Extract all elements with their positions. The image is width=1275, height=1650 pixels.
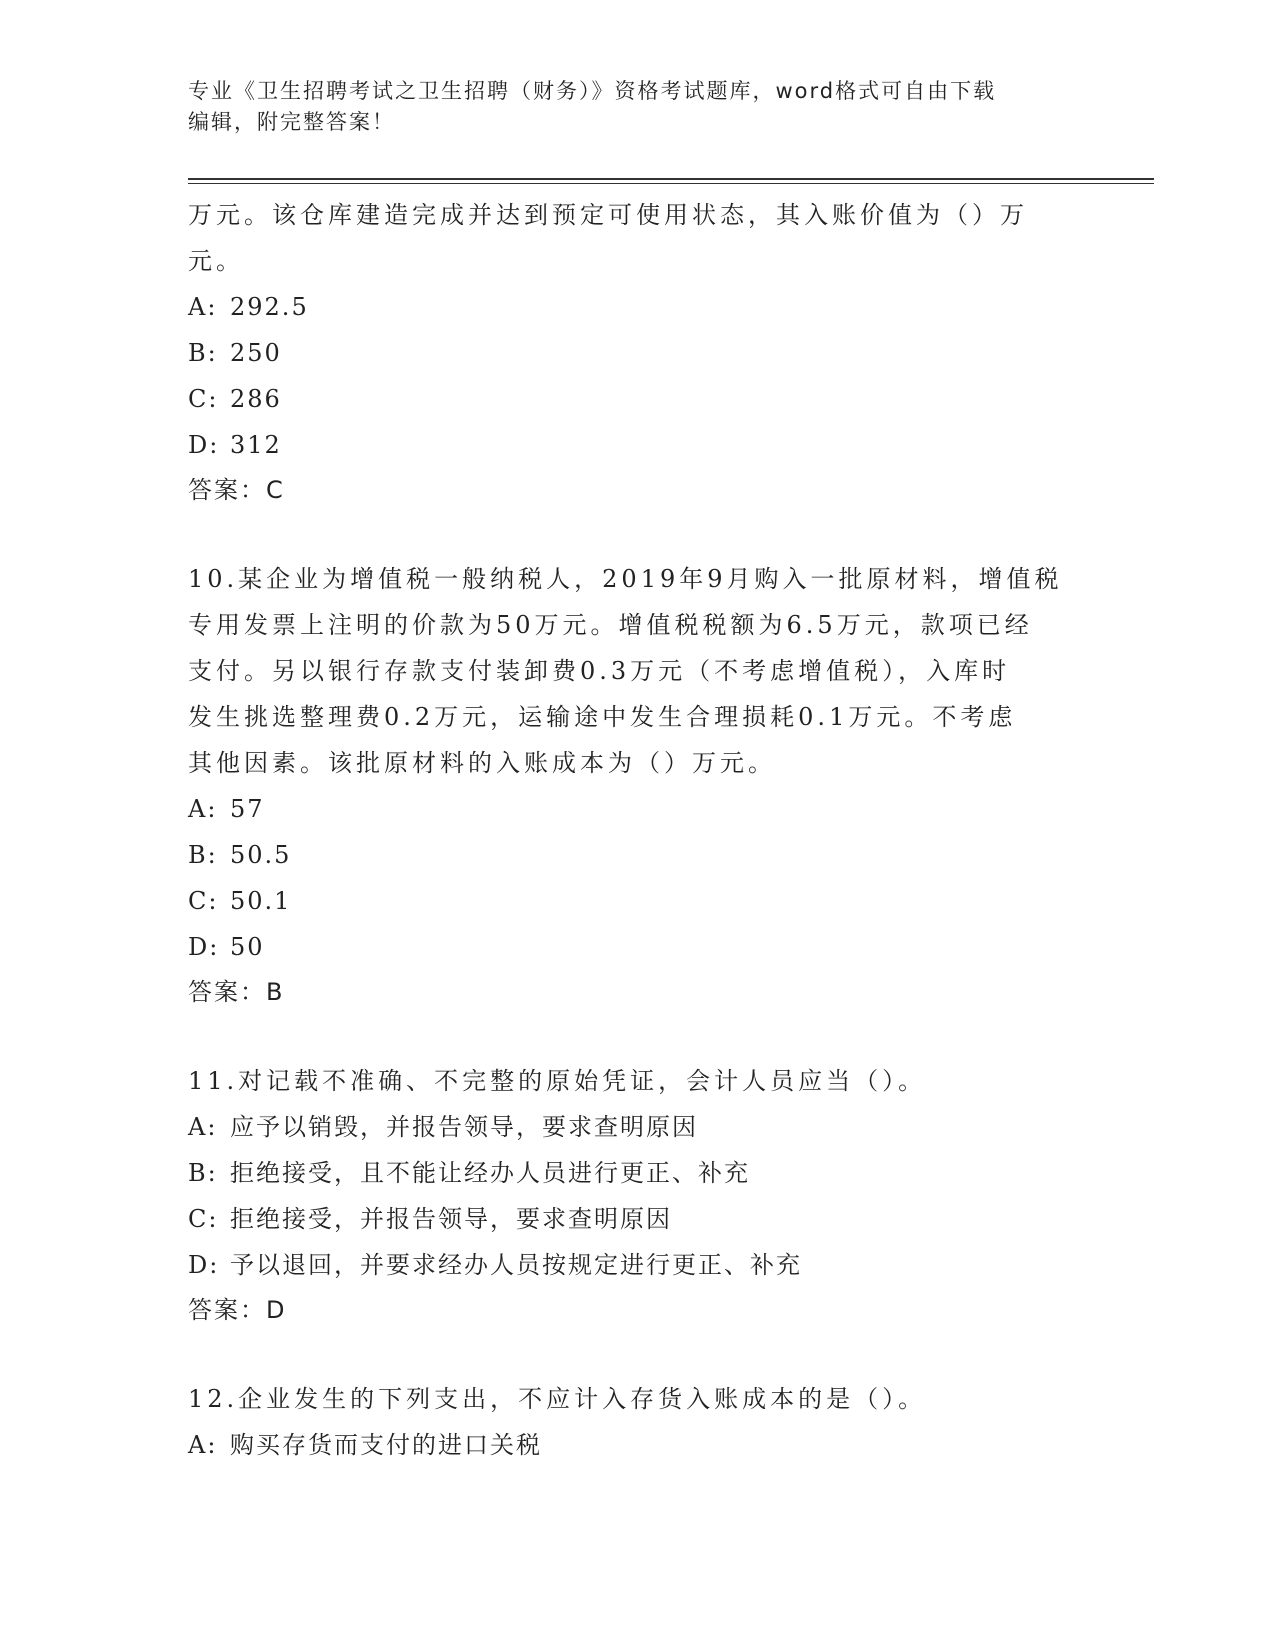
option-value: 拒绝接受，且不能让经办人员进行更正、补充: [230, 1159, 750, 1187]
option-value: 312: [230, 431, 282, 459]
option-label: C:: [188, 385, 219, 413]
question-text-line: 万元。该仓库建造完成并达到预定可使用状态，其入账价值为（）万: [188, 201, 1028, 229]
question-block-11: [188, 1058, 1088, 1332]
option-d: [188, 924, 1088, 970]
option-label: D:: [188, 1251, 220, 1279]
header-divider-thin: [188, 183, 1154, 184]
option-b: [188, 832, 1088, 878]
question-text-line: 元。: [188, 247, 244, 275]
option-label: D:: [188, 431, 220, 459]
question-text-line: 专用发票上注明的价款为50万元。增值税税额为6.5万元，款项已经: [188, 611, 1033, 639]
option-a: [188, 1104, 1088, 1150]
spacer: [188, 512, 1088, 556]
answer-line: 答案：C: [188, 476, 285, 504]
option-c: [188, 376, 1088, 422]
option-value: 50.1: [230, 887, 292, 915]
answer-line: 答案：D: [188, 1296, 287, 1324]
option-value: 予以退回，并要求经办人员按规定进行更正、补充: [230, 1251, 802, 1279]
spacer: [188, 1332, 1088, 1376]
question-block-10: [188, 556, 1088, 1014]
option-a: [188, 284, 1088, 330]
option-value: 50: [230, 933, 265, 961]
header-line-2: 编辑，附完整答案！: [188, 110, 395, 134]
question-text-line: 其他因素。该批原材料的入账成本为（）万元。: [188, 749, 776, 777]
option-value: 292.5: [230, 293, 309, 321]
question-list: [188, 192, 1088, 1468]
question-text-line: 支付。另以银行存款支付装卸费0.3万元（不考虑增值税），入库时: [188, 657, 1011, 685]
question-text-line: 11.对记载不准确、不完整的原始凭证，会计人员应当（）。: [188, 1067, 927, 1095]
header-line-1: 专业《卫生招聘考试之卫生招聘（财务）》资格考试题库，word格式可自由下载: [188, 79, 997, 103]
option-label: A:: [188, 1113, 218, 1141]
option-d: [188, 422, 1088, 468]
option-b: [188, 1150, 1088, 1196]
option-value: 购买存货而支付的进口关税: [230, 1431, 542, 1459]
option-label: A:: [188, 795, 218, 823]
question-text-line: 10.某企业为增值税一般纳税人，2019年9月购入一批原材料，增值税: [188, 565, 1063, 593]
option-label: C:: [188, 887, 219, 915]
option-value: 286: [230, 385, 282, 413]
option-label: B:: [188, 1159, 218, 1187]
answer-line: 答案：B: [188, 978, 285, 1006]
option-label: B:: [188, 339, 218, 367]
option-label: D:: [188, 933, 220, 961]
option-a: [188, 786, 1088, 832]
option-value: 250: [230, 339, 282, 367]
option-value: 应予以销毁，并报告领导，要求查明原因: [230, 1113, 698, 1141]
option-b: [188, 330, 1088, 376]
option-label: B:: [188, 841, 218, 869]
option-value: 57: [230, 795, 265, 823]
option-d: [188, 1242, 1088, 1288]
question-block-9: [188, 192, 1088, 512]
option-value: 拒绝接受，并报告领导，要求查明原因: [230, 1205, 672, 1233]
option-label: A:: [188, 1431, 218, 1459]
option-c: [188, 878, 1088, 924]
option-label: A:: [188, 293, 218, 321]
spacer: [188, 1014, 1088, 1058]
option-value: 50.5: [230, 841, 292, 869]
header-divider: [188, 178, 1154, 180]
question-text-line: 发生挑选整理费0.2万元，运输途中发生合理损耗0.1万元。不考虑: [188, 703, 1017, 731]
page-header: [188, 76, 1088, 138]
option-c: [188, 1196, 1088, 1242]
question-text-line: 12.企业发生的下列支出，不应计入存货入账成本的是（）。: [188, 1385, 927, 1413]
option-a: [188, 1422, 1088, 1468]
option-label: C:: [188, 1205, 219, 1233]
question-block-12: [188, 1376, 1088, 1468]
